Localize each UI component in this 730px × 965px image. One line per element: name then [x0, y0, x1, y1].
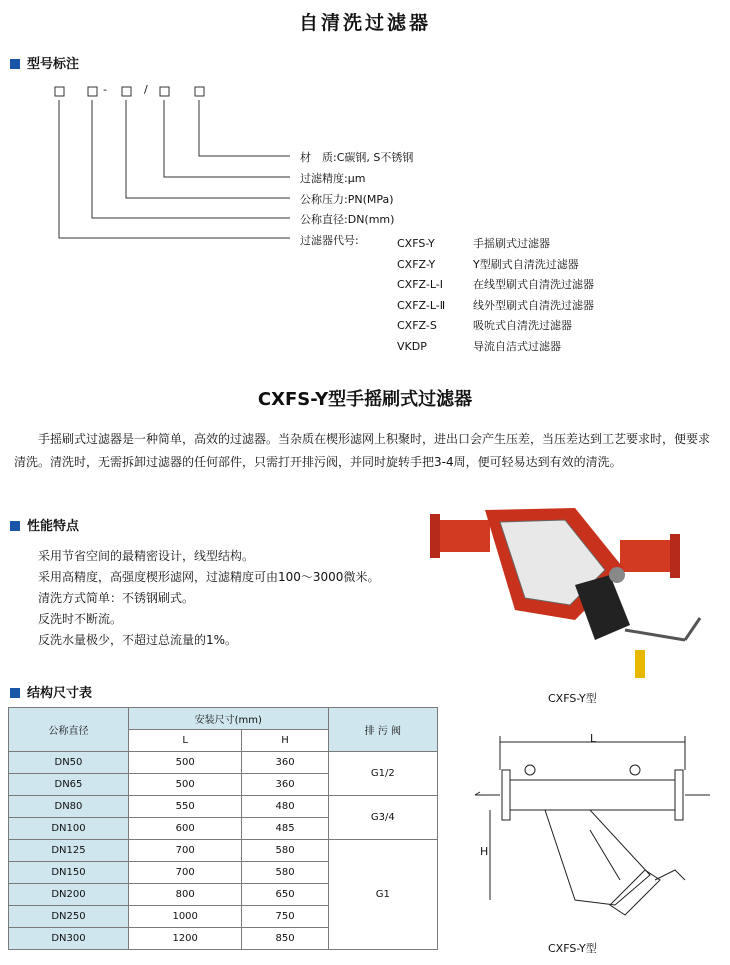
- leader-code: [59, 100, 290, 238]
- leader-diameter: [92, 100, 290, 218]
- feature-item: 采用节省空间的最精密设计，线型结构。: [38, 549, 255, 563]
- drawing-label-L: L: [590, 732, 597, 745]
- code-list: [397, 234, 445, 357]
- photo-caption: CXFS-Y型: [548, 692, 597, 705]
- code-desc-list: [473, 234, 594, 357]
- label-precision: 过滤精度:μm: [300, 172, 366, 185]
- crank-icon: [655, 870, 685, 880]
- header-dn: 公称直径: [9, 708, 129, 752]
- code-item: CXFZ-L-Ⅰ: [397, 278, 444, 291]
- crank-handle: [625, 630, 685, 640]
- gauge-icon: [525, 765, 535, 775]
- section-heading-table: [10, 682, 92, 701]
- drawing-label-H: H: [480, 845, 489, 858]
- filter-housing: [545, 810, 650, 905]
- table-row: DN50 500 360 G1/2: [9, 752, 438, 774]
- section-heading-text: 性能特点: [27, 519, 80, 534]
- page-title: 自清洗过滤器: [298, 12, 431, 34]
- section-square-icon: [10, 688, 20, 698]
- header-size: 安装尺寸(mm): [128, 708, 328, 730]
- feature-item: 反洗时不断流。: [38, 612, 123, 626]
- intro-paragraph: 手摇刷式过滤器是一种简单，高效的过滤器。当杂质在楔形滤网上积聚时，进出口会产生压差，当压差达到工艺要求时，便要求清洗。清洗时，无需拆卸过滤器的任何部件，只需打开排污阀，并同时旋转手把3-4周，便可轻易达到有效的清洗。: [14, 432, 711, 469]
- section-square-icon: [10, 521, 20, 531]
- header-L: L: [128, 730, 242, 752]
- leader-precision: [164, 100, 290, 177]
- header-drain: 排 污 阀: [328, 708, 437, 752]
- section-heading-text: 结构尺寸表: [27, 686, 93, 701]
- code-item: VKDP: [397, 339, 427, 353]
- label-code: 过滤器代号:: [300, 234, 359, 247]
- header-H: H: [242, 730, 328, 752]
- feature-item: 采用高精度，高强度楔形滤网，过滤精度可由100～3000微米。: [38, 570, 380, 584]
- pipe-body: [510, 780, 675, 810]
- product-title: CXFS-Y型手摇刷式过滤器: [257, 389, 473, 410]
- code-item: CXFZ-S: [397, 319, 437, 332]
- table-row: DN200 800 650: [9, 884, 438, 906]
- table-row: DN65 500 360: [9, 774, 438, 796]
- section-heading-text: 型号标注: [27, 57, 80, 72]
- code-item: CXFS-Y: [397, 237, 435, 250]
- technical-drawing: [460, 730, 720, 935]
- table-row: DN100 600 485: [9, 818, 438, 840]
- table-row: DN80 550 480 G3/4: [9, 796, 438, 818]
- table-row: DN300 1200 850: [9, 928, 438, 950]
- product-photo: [425, 500, 720, 690]
- drain-cell: G3/4: [328, 796, 437, 840]
- feature-item: 反洗水量极少，不超过总流量的1%。: [38, 633, 238, 647]
- code-box-3: [122, 87, 131, 96]
- table-row: DN125 700 580 G1: [9, 840, 438, 862]
- code-desc: 在线型刷式自清洗过滤器: [473, 278, 594, 291]
- code-desc: 手摇刷式过滤器: [473, 237, 550, 250]
- table-row: DN250 1000 750: [9, 906, 438, 928]
- drain-cell: G1: [328, 840, 437, 950]
- dimension-table: [8, 707, 438, 950]
- code-box-5: [195, 87, 204, 96]
- drain-cell: G1/2: [328, 752, 437, 796]
- label-diameter: 公称直径:DN(mm): [300, 213, 395, 226]
- table-row: DN150 700 580: [9, 862, 438, 884]
- label-material: 材 质:C碳钢, S不锈钢: [300, 151, 414, 164]
- code-box-4: [160, 87, 169, 96]
- leader-material: [199, 100, 290, 156]
- dash-sign: -: [103, 83, 107, 96]
- slash-sign: /: [144, 83, 148, 96]
- gauge-icon: [609, 567, 625, 583]
- section-heading-model: [10, 53, 79, 72]
- leader-pressure: [126, 100, 290, 198]
- drain-assembly: [575, 575, 630, 640]
- feature-item: 清洗方式简单：不锈钢刷式。: [38, 591, 195, 605]
- code-box-2: [88, 87, 97, 96]
- feature-list: [38, 546, 379, 651]
- code-desc: Y型刷式自清洗过滤器: [473, 257, 579, 271]
- section-heading-features: [10, 515, 79, 534]
- code-item: CXFZ-L-Ⅱ: [397, 298, 446, 312]
- code-desc: 导流自洁式过滤器: [473, 339, 561, 353]
- label-pressure: 公称压力:PN(MPa): [300, 193, 394, 206]
- section-square-icon: [10, 59, 20, 69]
- code-desc: 线外型刷式自清洗过滤器: [473, 298, 594, 312]
- drawing-caption: CXFS-Y型: [548, 942, 597, 955]
- code-box-1: [55, 87, 64, 96]
- code-item: CXFZ-Y: [397, 257, 436, 271]
- drain-valve-handle: [635, 650, 645, 678]
- gauge-icon: [630, 765, 640, 775]
- code-desc: 吸吮式自清洗过滤器: [473, 319, 572, 332]
- outlet-pipe: [620, 540, 675, 572]
